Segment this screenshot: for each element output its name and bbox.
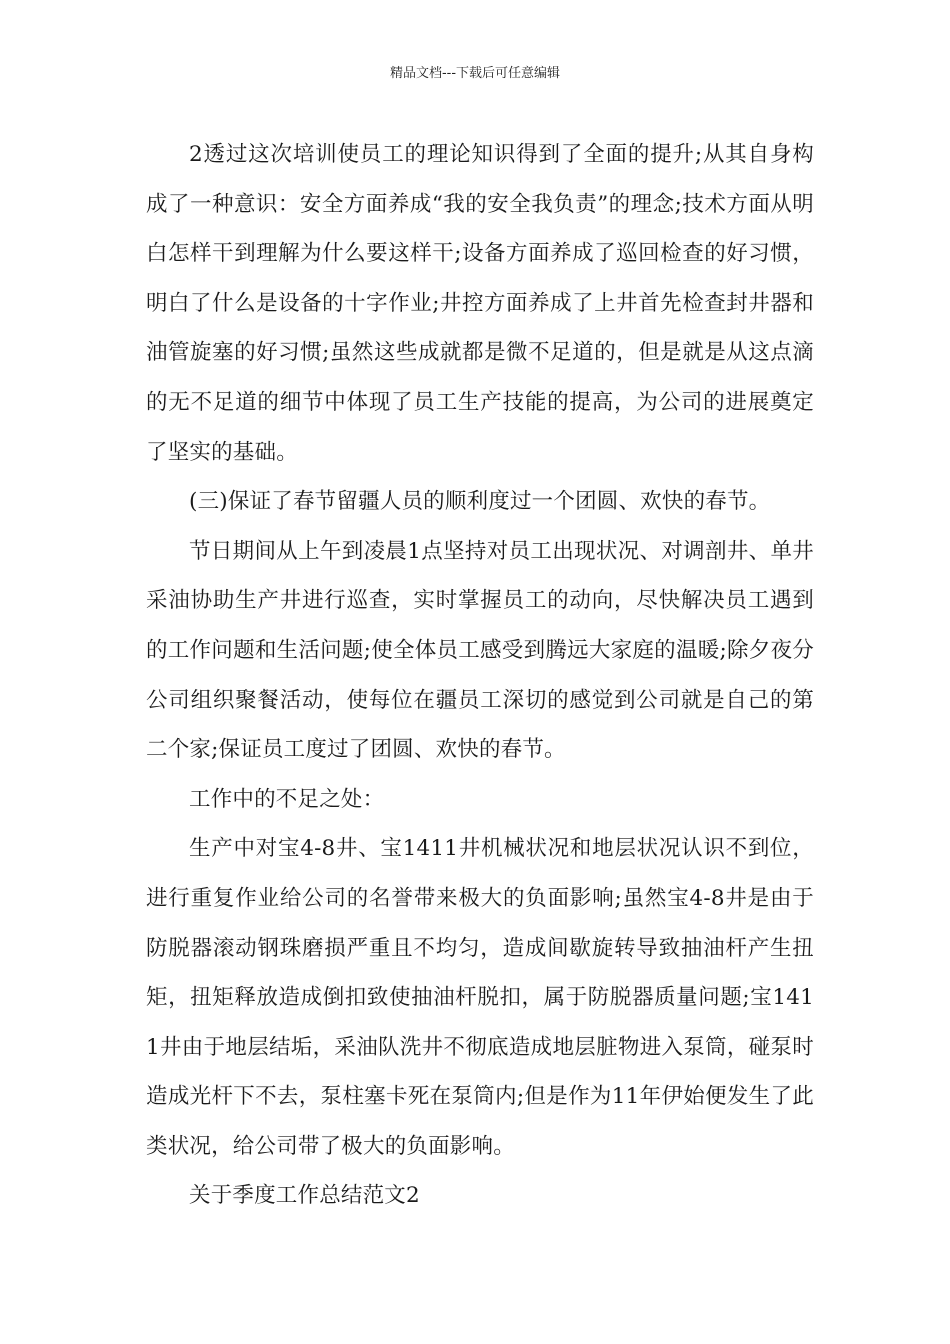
page-header: 精品文档---下载后可任意编辑 bbox=[389, 66, 561, 81]
paragraph-holiday-activities: 节日期间从上午到凌晨1点坚持对员工出现状况、对调剖井、单井采油协助生产井进行巡查，实时掌握员工的动向，尽快解决员工遇到的工作问题和生活问题;使全体员工感受到腾远大家庭的温暖;除夕夜分公司组织聚餐活动，使每位在疆员工深切的感觉到公司就是自己的第二个家;保证员工度过了团圆、欢快的春节。 bbox=[146, 538, 814, 763]
document-body bbox=[146, 130, 814, 1221]
paragraph-next-document-title: 关于季度工作总结范文2 bbox=[189, 1183, 420, 1209]
paragraph-training-results: 2透过这次培训使员工的理论知识得到了全面的提升;从其自身构成了一种意识：安全方面养成“我的安全我负责”的理念;技术方面从明白怎样干到理解为什么要这样干;设备方面养成了巡回检查的好习惯，明白了什么是设备的十字作业;井控方面养成了上井首先检查封井器和油管旋塞的好习惯;虽然这些成就都是微不足道的，但是就是从这点滴的无不足道的细节中体现了员工生产技能的提高，为公司的进展奠定了坚实的基础。 bbox=[146, 142, 814, 465]
paragraph-shortcomings-heading: 工作中的不足之处： bbox=[189, 786, 385, 812]
paragraph-shortcomings-details: 生产中对宝4-8井、宝1411井机械状况和地层状况认识不到位，进行重复作业给公司的名誉带来极大的负面影响;虽然宝4-8井是由于防脱器滚动钢珠磨损严重且不均匀，造成间歇旋转导致抽油杆产生扭矩，扭矩释放造成倒扣致使抽油杆脱扣，属于防脱器质量问题;宝1411井由于地层结垢，采油队洗井不彻底造成地层脏物进入泵筒，碰泵时造成光杆下不去，泵柱塞卡死在泵筒内;但是作为11年伊始便发生了此类状况，给公司带了极大的负面影响。 bbox=[146, 836, 814, 1159]
paragraph-section-three-heading: (三)保证了春节留疆人员的顺利度过一个团圆、欢快的春节。 bbox=[189, 489, 771, 515]
